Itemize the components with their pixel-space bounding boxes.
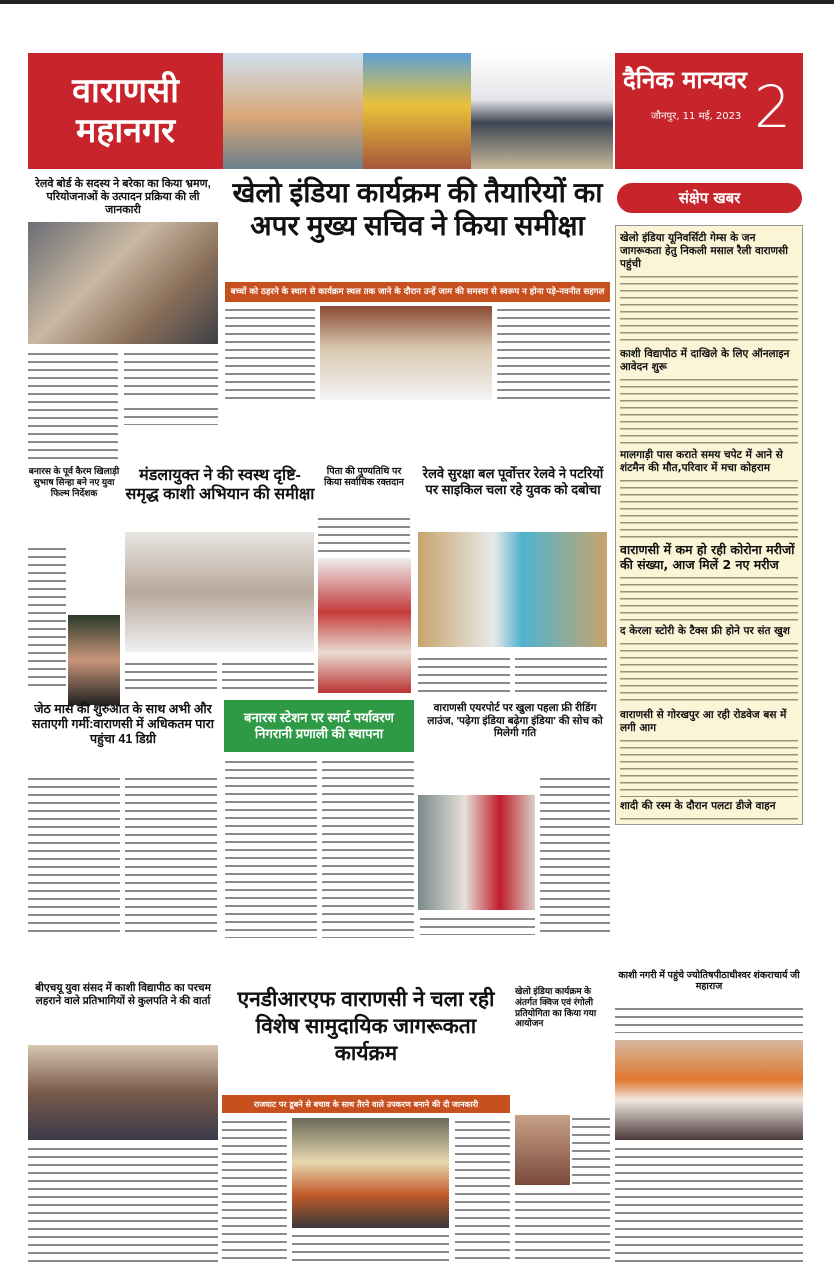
- section-title: वाराणसी: [72, 71, 179, 111]
- brief-body: [620, 574, 798, 622]
- article-body: [28, 775, 120, 935]
- article-body: [540, 775, 610, 935]
- article-body: [322, 758, 414, 938]
- lounge-inauguration-photo: [418, 795, 535, 910]
- headline-carrom: बनारस के पूर्व कैरम खिलाड़ी सुभाष सिन्हा बने नए युवा फिल्म निर्देशक: [28, 466, 120, 498]
- paper-name: दैनिक मान्यवर: [623, 66, 747, 94]
- article-body: [124, 405, 218, 425]
- article-body: [572, 1115, 610, 1185]
- rangoli-photo: [515, 1115, 570, 1185]
- headline-station: बनारस स्टेशन पर स्मार्ट पर्यावरण निगरानी प्रणाली की स्थापना: [224, 700, 414, 752]
- headline-khelo-india: खेलो इंडिया कार्यक्रम की तैयारियों का अपर मुख्य सचिव ने किया समीक्षा: [232, 177, 603, 241]
- article-body: [615, 1145, 803, 1265]
- article-body: [124, 350, 218, 400]
- headline-bhu: बीएचयू युवा संसद में काशी विद्यापीठ का परचम लहराने वाले प्रतिभागियों से कुलपति ने की वार्ता: [35, 982, 211, 1007]
- headline-shankaracharya: काशी नगरी में पहुंचे ज्योतिषपीठाधीश्वर शंकराचार्य जी महाराज: [618, 970, 800, 993]
- brief-headline: मालगाड़ी पास कराते समय चपेट में आने से शंटमैन की मौत,परिवार में मचा कोहराम: [620, 449, 783, 474]
- headline-ndrf: एनडीआरएफ वाराणसी ने चला रही विशेष सामुदायिक जागरूकता कार्यक्रम: [237, 988, 495, 1065]
- bridge-photo: [471, 53, 613, 169]
- rail-board-photo: [28, 222, 218, 344]
- article-body: [515, 655, 607, 695]
- brief-headline: वाराणसी से गोरखपुर आ रही रोडवेज बस में लगी आग: [620, 709, 787, 734]
- headline-rpf: रेलवे सुरक्षा बल पूर्वोत्तर रेलवे ने पटरियों पर साइकिल चला रहे युवक को दबोचा: [422, 466, 604, 497]
- ndrf-demo-photo: [292, 1118, 449, 1228]
- temple-photo: [363, 53, 471, 169]
- meeting-photo: [125, 532, 314, 652]
- brief-body: [620, 376, 798, 446]
- strapline: राजघाट पर डूबने से बचाव के साथ तैरने वाले उपकरण बनाने की दी जानकारी: [222, 1095, 510, 1113]
- top-rule: [0, 0, 834, 4]
- section-masthead: [28, 53, 223, 169]
- rpf-photo: [418, 532, 607, 647]
- briefs-title: संक्षेप खबर: [617, 183, 802, 213]
- brief-headline: खेलो इंडिया यूनिवर्सिटी गेम्स के जन जागरूकता हेतु निकली मसाल रैली वाराणसी पहुंची: [620, 232, 788, 270]
- brief-headline: द केरला स्टोरी के टैक्स फ्री होने पर संत खुश: [620, 625, 790, 637]
- blood-donation-photo: [318, 558, 411, 693]
- article-body: [28, 1145, 218, 1265]
- brief-headline: शादी की रस्म के दौरान पलटा डीजे वाहन: [620, 800, 776, 812]
- director-photo: [68, 615, 120, 705]
- article-body: [125, 775, 217, 935]
- article-body: [222, 660, 314, 695]
- participants-photo: [28, 1045, 218, 1140]
- masthead-photos: [223, 53, 613, 169]
- article-body: [455, 1118, 510, 1263]
- headline-rail-board: रेलवे बोर्ड के सदस्य ने बरेका का किया भ्रमण, परियोजनाओं के उत्पादन प्रक्रिया की ली जानकारी: [35, 178, 211, 217]
- dateline: जौनपुर, 11 मई, 2023: [651, 111, 742, 122]
- brief-headline: वाराणसी में कम हो रही कोरोना मरीजों की संख्या, आज मिलें 2 नए मरीज: [620, 542, 795, 572]
- paper-masthead: [615, 53, 803, 169]
- section-title: महानगर: [75, 111, 176, 151]
- article-body: [318, 515, 410, 555]
- article-body: [515, 1190, 610, 1265]
- article-body: [418, 655, 510, 695]
- headline-blood-donation: पिता की पुण्यतिथि पर किया सर्वाधिक रक्तदान: [324, 466, 404, 489]
- article-body: [225, 758, 317, 938]
- brief-body: [620, 273, 798, 345]
- headline-quiz: खेलो इंडिया कार्यक्रम के अंतर्गत क्विज एवं रंगोली प्रतियोगिता का किया गया आयोजन: [515, 986, 597, 1029]
- brief-body: [620, 477, 798, 539]
- brief-body: [620, 815, 798, 825]
- brief-body: [620, 737, 798, 797]
- review-meeting-photo: [320, 306, 492, 400]
- page-number: 2: [754, 73, 791, 141]
- headline-airport: वाराणसी एयरपोर्ट पर खुला पहला फ्री रीडिंग लाउंज, 'पढ़ेगा इंडिया बढ़ेगा इंडिया' की सोच को मिलेगी गति: [427, 702, 603, 740]
- article-body: [222, 1118, 287, 1263]
- article-body: [125, 660, 217, 695]
- headline-heat: जेठ मास की शुरुआत के साथ अभी और सताएगी गर्मी:वाराणसी में अधिकतम पारा पहुंचा 41 डिग्री: [32, 702, 214, 746]
- shankaracharya-photo: [615, 1040, 803, 1140]
- brief-headline: काशी विद्यापीठ में दाखिले के लिए ऑनलाइन आवेदन शुरू: [620, 348, 790, 373]
- brief-body: [620, 640, 798, 706]
- article-body: [225, 306, 315, 401]
- article-body: [497, 306, 610, 401]
- article-body: [28, 545, 66, 690]
- strapline: बच्चों को ठहरने के स्थान से कार्यक्रम स्थल तक जाने के दौरान उन्हें जाम की समस्या से स्वरूप न होना पड़े-नवनीत सहगल: [225, 282, 610, 302]
- briefs-box: [615, 225, 803, 825]
- headline-mandal: मंडलायुक्त ने की स्वस्थ दृष्टि-समृद्ध काशी अभियान की समीक्षा: [125, 467, 315, 504]
- article-body: [420, 915, 535, 935]
- article-body: [292, 1232, 449, 1264]
- ghat-photo: [223, 53, 363, 169]
- article-body: [28, 350, 118, 460]
- article-body: [615, 1005, 803, 1033]
